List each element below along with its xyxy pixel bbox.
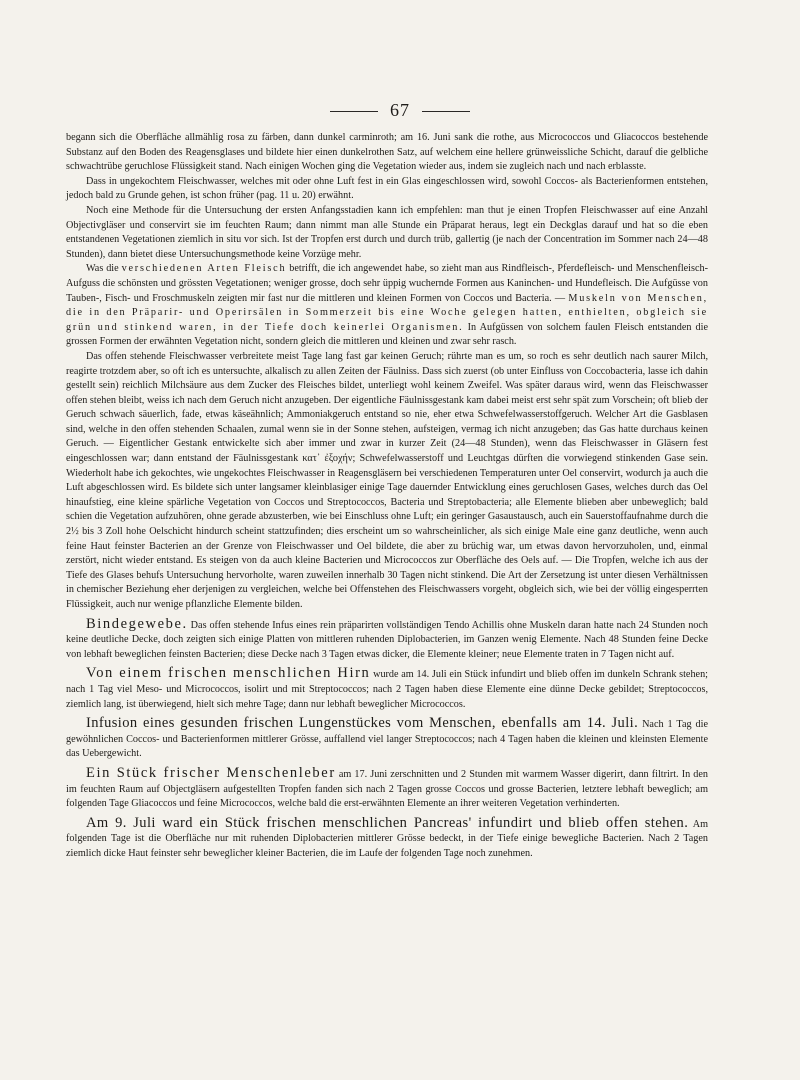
paragraph xyxy=(66,262,708,350)
paragraph-text: Was die xyxy=(86,263,122,275)
paragraph-text: In Aufgüssen von solchem faulen Fleisch entstanden die grossen Formen der erwähnten Vegetation nicht, sondern gleich die mittleren und kleinen und zwar sehr rasch. xyxy=(66,321,708,348)
paragraph: begann sich die Oberfläche allmählig rosa zu färben, dann dunkel carminroth; am 16. Juni sank die rothe, aus Micrococcos und Gliacoccos bestehende Substanz auf den Boden des Reagensglases und bildete hier einen dunkelrothen Satz, auf welchem eine hellere grünweissliche Schicht, darauf die gelbliche schwachtrübe geruchlose Flüssigkeit stand. Nach einigen Wochen ging die Vegetation wieder aus, indem sie zugleich nach und nach erblasste. xyxy=(66,132,708,173)
section-heading: Am 9. Juli ward ein Stück frischen menschlichen Pancreas' infundirt und blieb offen stehen. xyxy=(86,814,689,831)
paragraph: Das offen stehende Fleischwasser verbreitete meist Tage lang fast gar keinen Geruch; rührte man es um, so roch es sehr deutlich nach saurer Milch, reagirte trotzdem aber, so oft ich es untersuchte, alkalisch zu allen Zeiten der Fäulniss. Dass sich zuerst (ob unter Einfluss von Coccobacteria, lasse ich dahin gestellt sein) reichlich Milchsäure aus dem Zucker des Fleisches bildet, unterliegt wohl keinem Zweifel. Was später daraus wird, wenn das Fleischwasser offen stehen bleibt, weiss ich nach dem Geruch nicht anzugeben. Der eigentliche Fäulnissgestank kam dabei meist erst sehr spät zum Vorschein; oft blieb der Geruch schwach säuerlich, fade, etwas käseähnlich; Ammoniakgeruch entstand so nie, eher etwa Schwefelwasserstoffgeruch. Welcher Art die Gasblasen sind, welche in den offen stehenden Schaalen, zumal wenn sie in der Sonne stehen, aufsteigen, vermag ich nicht anzugeben; das Gas hatte durchaus keinen Geruch. — Eigentlicher Gestank entwickelte sich aber immer und zwar in kurzer Zeit (24—48 Stunden), wenn das Fleischwasser in Gläsern fest eingeschlossen war; dann entstand der Fäulnissgestank κατ᾽ ἐξοχήν; Schwefelwasserstoff und Leuchtgas dürften die vorwiegend stinkenden Gase sein. Wiederholt habe ich gekochtes, wie ungekochtes Fleischwasser in Reagensgläsern bei verschiedenen Temperaturen unter Oel conservirt, wodurch ja auch die Luft abgeschlossen wird. Es bildete sich unter langsamer kleinblasiger einige Tage dauernder Entwicklung eines geruchlosen Gases, welches durch das Oel hinaufstieg, eine kleine spärliche Vegetation von Coccos und Streptococcos, Bacteria und Streptobacteria; alle Elemente blieben aber unbeweglich; bald schien die Vegetation aufzuhören, ohne gerade abzusterben, wie bei Einschluss ohne Luft; ein geringer Gasaustausch, auch ein Sauerstoffaufnahme durch die 2½ bis 3 Zoll hohe Oelschicht hindurch scheint stattzufinden; dies erscheint um so wahrscheinlicher, als sich einige Male eine ganz deutliche, wenn auch feine Haut feinster Bacterien an der Grenze von Fleischwasser und Oel bildete, die aber zu brüchig war, um etwas davon hervorzuholen, und, einmal zerstört, nicht wieder entstand. Es steigen von da auch kleine Bacterien und Micrococcos zur Oberfläche des Oels auf. — Die Tropfen, welche ich aus der Tiefe des Glases behufs Untersuchung hervorholte, waren zuweilen innerhalb 30 Tagen nicht stinkend. Die Art der Zersetzung ist unter diesen Verhältnissen in chemischer Beziehung eher derjenigen zu vergleichen, welche bei Offenstehen des Fleischwassers vorgeht, obgleich sich, wie bei der völlig eingesperrten Flüssigkeit, auch nur wenige pflanzliche Elemente bilden. xyxy=(66,350,708,610)
section-paragraph xyxy=(66,815,708,862)
paragraph-text: betrifft, die ich angewendet habe, so zieht man aus Rindfleisch-, Pferdefleisch- und Menschenfleisch-Aufguss die schönsten und grössten Vegetationen; weniger grosse, doch sehr üppig wuchernde Formen aus Kaninchen- und Hundefleisch. Die Aufgüsse von Tauben-, Fisch- und Froschmuskeln zeigten mir fast nur die mittleren und kleinen Formen von Coccos und Bacteria. — xyxy=(66,263,708,304)
spaced-emphasis: verschiedenen Arten Fleisch xyxy=(121,263,287,275)
section-paragraph xyxy=(66,665,708,712)
paragraph-text: wurde am 14. Juli ein Stück infundirt und blieb offen im dunkeln Schrank stehen; nach 1 Tag viel Meso- und Micrococcos, isolirt und mit Streptococcos; nach 2 Tagen haben diese Elemente eine dünne Decke gebildet; Streptococcos, ziemlich lang, ist überwiegend, hielt sich mehre Tage; dann nur lebhaft beweglicher Micrococcos. xyxy=(66,669,708,710)
section-heading: Bindegewebe. xyxy=(86,615,188,632)
section-paragraph xyxy=(66,765,708,812)
section-heading: Von einem frischen menschlichen Hirn xyxy=(86,665,371,682)
paragraph-text: Am folgenden Tage ist die Oberfläche nur mit ruhenden Diplobacterien mittlerer Grösse bedeckt, in der Tiefe einige bewegliche Bacterien. Nach 2 Tagen ziemlich dicke Haut feinster sehr beweglicher kleiner Bacterien, die im Laufe der folgenden Tage noch zunehmen. xyxy=(66,818,708,859)
paragraph-text: Nach 1 Tag die gewöhnlichen Coccos- und Bacterienformen mittlerer Grösse, auffallend viel langer Streptococcos; nach 4 Tagen haben die kleinen und kleinsten Elemente das Uebergewicht. xyxy=(66,719,708,760)
header-rule-left xyxy=(330,111,378,112)
section-heading: Ein Stück frischer Menschenleber xyxy=(86,764,336,781)
paragraph-text: am 17. Juni zerschnitten und 2 Stunden mit warmem Wasser digerirt, dann filtrirt. In den im feuchten Raum auf Objectgläsern aufgestellten Tropfen fanden sich nach 2 Tagen grosse Coccos und grosse Bacterien, letztere lebhaft beweglich; am folgenden Tage Gliacoccos und feine Micrococcos, welche bald die erst-erwähnten Elemente an ihrer weiteren Vegetation verhinderten. xyxy=(66,768,708,810)
page-number: 67 xyxy=(390,100,410,120)
section-paragraph xyxy=(66,616,708,663)
paragraph: Noch eine Methode für die Untersuchung der ersten Anfangsstadien kann ich empfehlen: man thut je einen Tropfen Fleischwasser auf eine Anzahl Objectivgläser und conservirt sie im feuchten Raum; dann nimmt man alle Stunde ein Präparat heraus, legt ein Deckglas darauf und hat so die eben entstandenen Vegetationen ziemlich in situ vor sich. Ist der Tropfen erst durch und durch trüb, gallertig (je nach der Concentration im Sommer nach 24—48 Stunden), dann bietet diese Untersuchungsmethode keine Vorzüge mehr. xyxy=(66,204,708,260)
section-heading: Infusion eines gesunden frischen Lungenstückes vom Menschen, ebenfalls am 14. Juli. xyxy=(86,715,639,732)
header-rule-right xyxy=(422,111,470,112)
page-header xyxy=(0,100,800,121)
section-paragraph xyxy=(66,715,708,762)
paragraph-text: Das offen stehende Infus eines rein präparirten vollständigen Tendo Achillis ohne Muskeln daran hatte nach 24 Stunden noch keine deutliche Decke, doch zeigten sich einige Platten von mittleren ruhenden Diplobacterien, im Ganzen wenig Elemente. Nach 48 Stunden feine Decke von lebhaft beweglichen feinsten Bacterien; diese Decke nach 3 Tagen etwas dicker, die Elemente kleiner; neue Elemente traten in 7 Tagen nicht auf. xyxy=(66,619,708,660)
paragraph: Dass in ungekochtem Fleischwasser, welches mit oder ohne Luft fest in ein Glas eingeschlossen wird, sowohl Coccos- als Bacterienformen entstehen, jedoch bald zu Grunde gehen, ist schon früher (pag. 11 u. 20) erwähnt. xyxy=(66,175,708,202)
text-body xyxy=(66,131,708,862)
spaced-emphasis: Muskeln von Menschen, die in den Präparir- und Operirsälen in Sommerzeit bis eine Woche gelegen hatten, enthielten, obgleich sie grün und stinkend waren, in der Tiefe doch keinerlei Organismen. xyxy=(66,292,709,333)
